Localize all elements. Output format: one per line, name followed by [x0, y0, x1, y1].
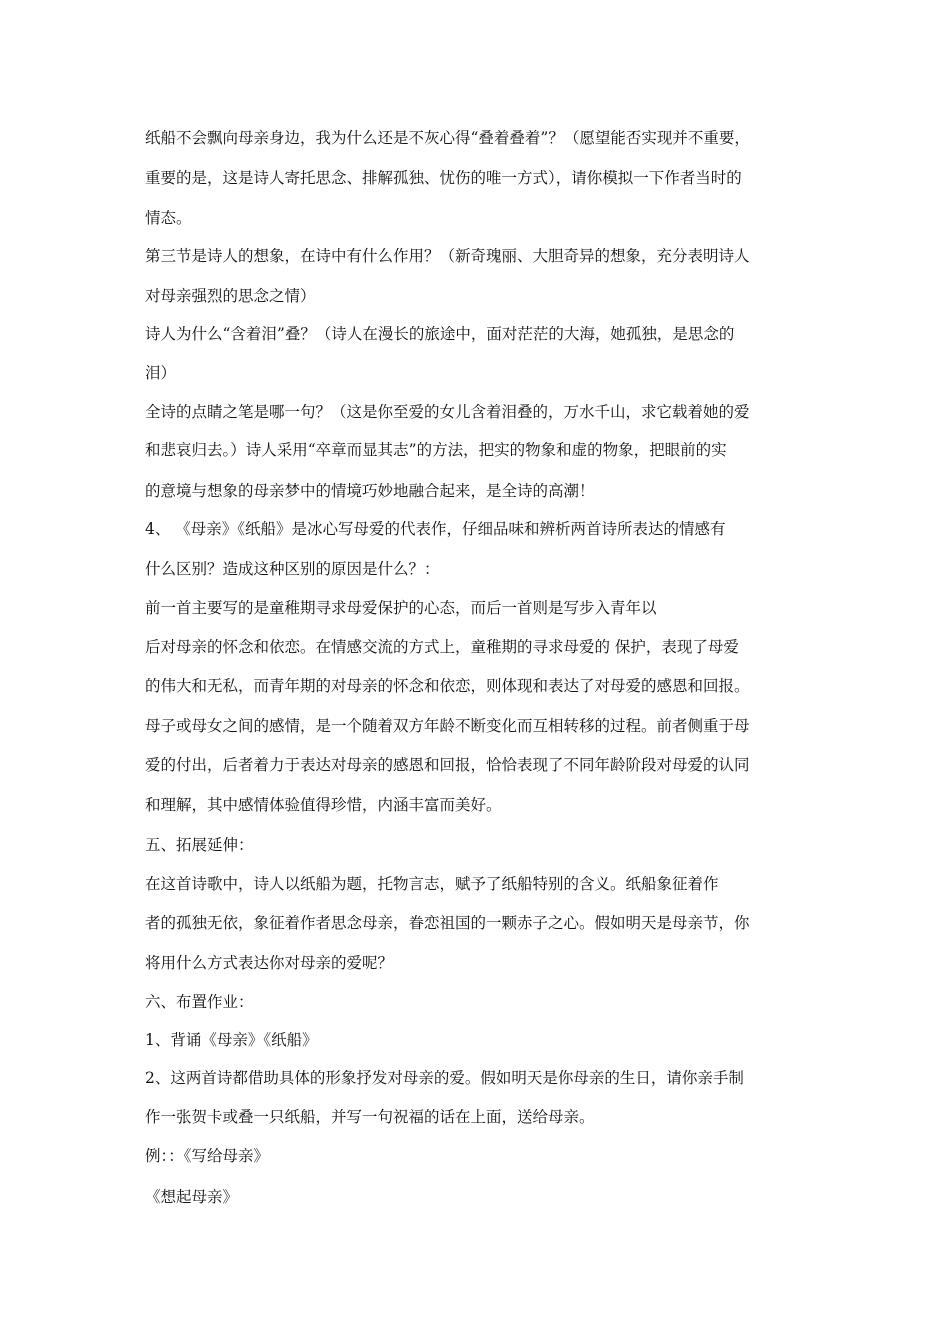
text-line: 和悲哀归去。）诗人采用“卒章而显其志”的方法，把实的物象和虚的物象，把眼前的实: [145, 441, 727, 459]
text-line: 1、背诵《母亲》《纸船》: [145, 1031, 318, 1049]
text-line: 在这首诗歌中，诗人以纸船为题，托物言志，赋予了纸船特别的含义。纸船象征着作: [145, 875, 719, 893]
text-line: 什么区别？造成这种区别的原因是什么？：: [145, 560, 440, 578]
text-line: 爱的付出，后者着力于表达对母亲的感恩和回报，恰恰表现了不同年龄阶段对母爱的认同: [145, 756, 750, 774]
text-line: 后对母亲的怀念和依恋。在情感交流的方式上，童稚期的寻求母爱的 保护，表现了母爱: [145, 638, 739, 656]
text-line: 的伟大和无私，而青年期的对母亲的怀念和依恋，则体现和表达了对母爱的感恩和回报。: [145, 677, 750, 695]
text-line: 的意境与想象的母亲梦中的情境巧妙地融合起来，是全诗的高潮！: [145, 482, 595, 500]
text-line: 全诗的点睛之笔是哪一句？（这是你至爱的女儿含着泪叠的，万水千山，求它载着她的爱: [145, 403, 750, 421]
text-line: 情态。: [145, 209, 192, 227]
text-line: 和理解，其中感情体验值得珍惜，内涵丰富而美好。: [145, 796, 502, 814]
text-line: 前一首主要写的是童稚期寻求母爱保护的心态，而后一首则是写步入青年以: [145, 599, 657, 617]
text-line: 母子或母女之间的感情，是一个随着双方年龄不断变化而互相转移的过程。前者侧重于母: [145, 717, 750, 735]
text-line: 作一张贺卡或叠一只纸船，并写一句祝福的话在上面，送给母亲。: [145, 1108, 595, 1126]
section-heading: 六、布置作业：: [145, 993, 254, 1011]
text-line: 泪）: [145, 364, 177, 382]
text-line: 4、 《母亲》《纸船》是冰心写母爱的代表作，仔细品味和辨析两首诗所表达的情感有: [145, 520, 726, 538]
text-line: 者的孤独无依，象征着作者思念母亲，眷恋祖国的一颗赤子之心。假如明天是母亲节，你: [145, 914, 750, 932]
section-heading: 五、拓展延伸：: [145, 836, 254, 854]
text-line: 对母亲强烈的思念之情）: [145, 287, 316, 305]
text-line: 将用什么方式表达你对母亲的爱呢？: [145, 954, 394, 972]
text-line: 2、这两首诗都借助具体的形象抒发对母亲的爱。假如明天是你母亲的生日，请你亲手制: [145, 1069, 744, 1087]
text-line: 纸船不会飘向母亲身边，我为什么还是不灰心得“叠着叠着”？（愿望能否实现并不重要，: [145, 129, 750, 147]
text-line: 第三节是诗人的想象，在诗中有什么作用？（新奇瑰丽、大胆奇异的想象，充分表明诗人: [145, 247, 750, 265]
text-line: 诗人为什么“含着泪”叠？（诗人在漫长的旅途中，面对茫茫的大海，她孤独，是思念的: [145, 325, 735, 343]
text-line: 例：：《写给母亲》: [145, 1147, 270, 1165]
text-line: 《想起母亲》: [145, 1188, 239, 1206]
text-line: 重要的是，这是诗人寄托思念、排解孤独、忧伤的唯一方式），请你模拟一下作者当时的: [145, 169, 742, 187]
